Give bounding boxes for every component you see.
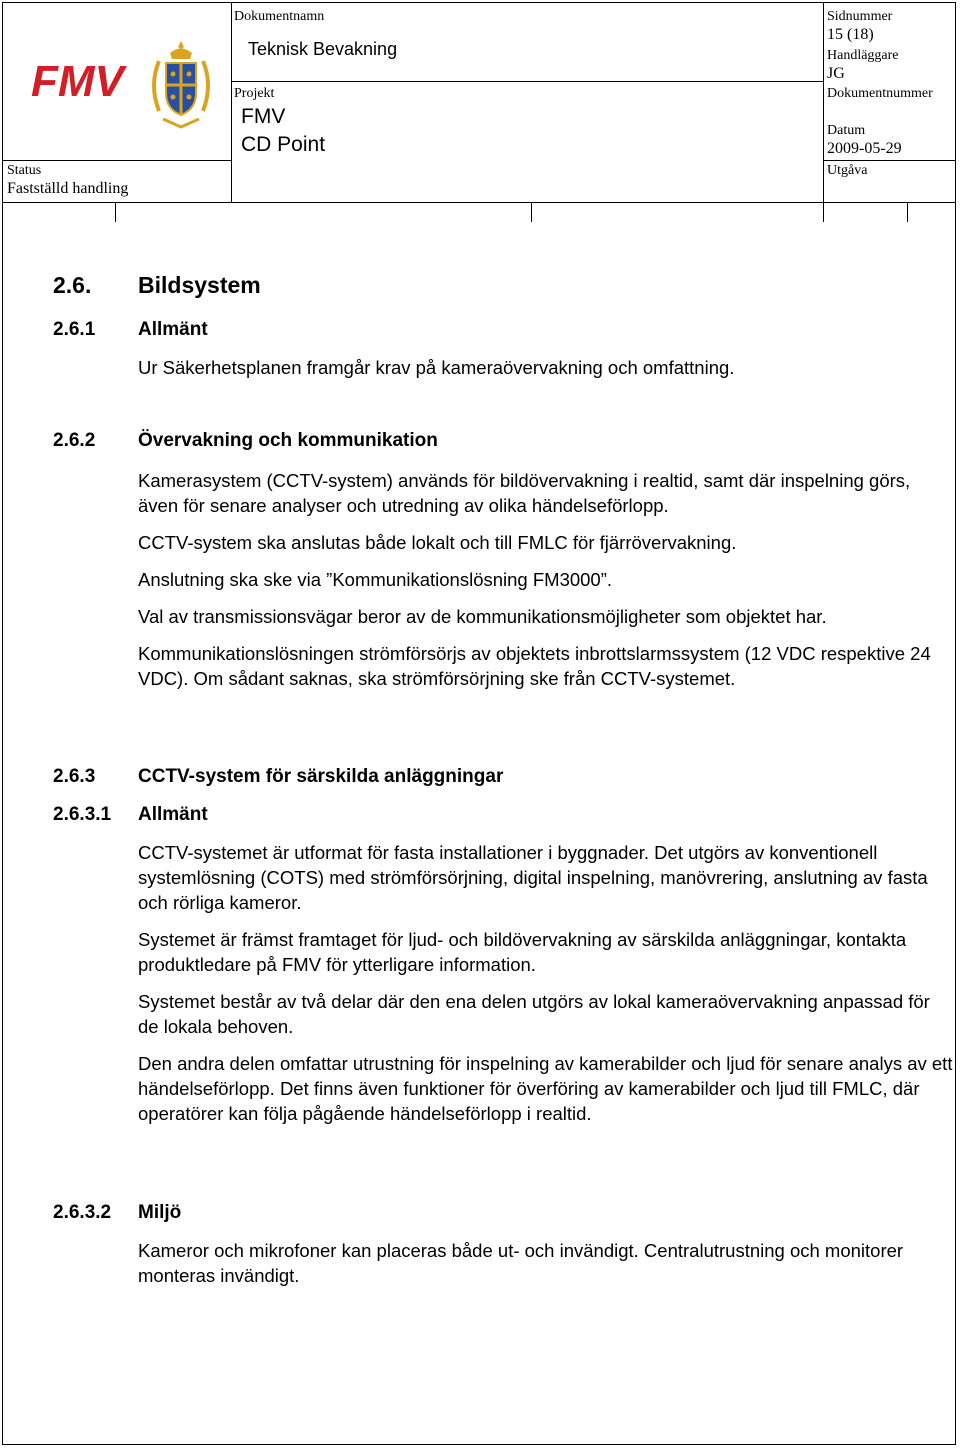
paragraph: Kameror och mikrofoner kan placeras både ut- och invändigt. Centralutrustning och monitorer monteras invändigt.: [138, 1240, 904, 1286]
fmv-logo: [29, 39, 219, 129]
document-name-label: Dokumentnamn: [234, 9, 325, 24]
paragraph: Systemet består av två delar där den ena delen utgörs av lokal kameraövervakning anpassad för de lokala behoven.: [138, 991, 930, 1037]
paragraph: Anslutning ska ske via ”Kommunikationslösning FM3000”.: [138, 569, 613, 590]
page-number: 15 (18): [827, 26, 874, 43]
page-number-label: Sidnummer: [827, 9, 893, 24]
paragraph: Systemet är främst framtaget för ljud- och bildövervakning av särskilda anläggningar, kontakta produktledare på FMV för ytterligare information.: [138, 929, 907, 975]
svg-text:FMV: FMV: [31, 57, 124, 106]
section-title: Bildsystem: [138, 272, 261, 298]
handler-label: Handläggare: [827, 48, 899, 63]
project-line-2: CD Point: [241, 133, 326, 156]
document-header: [3, 3, 957, 203]
subsection-number: 2.6.3: [53, 766, 96, 787]
paragraph: CCTV-system ska anslutas både lokalt och till FMLC för fjärrövervakning.: [138, 532, 737, 553]
paragraph: Val av transmissionsvägar beror av de kommunikationsmöjligheter som objektet har.: [138, 606, 827, 627]
edition-label: Utgåva: [827, 163, 868, 178]
document-page: [2, 2, 956, 1445]
subsection-title: Övervakning och kommunikation: [138, 430, 438, 451]
document-name: Teknisk Bevakning: [248, 39, 398, 59]
subsection-title: Allmänt: [138, 319, 208, 340]
subsection-number: 2.6.3.2: [53, 1202, 112, 1223]
project-label: Projekt: [234, 86, 275, 101]
paragraph: Ur Säkerhetsplanen framgår krav på kameraövervakning och omfattning.: [138, 357, 735, 378]
paragraph: Den andra delen omfattar utrustning för inspelning av kamerabilder och ljud för senare analys av ett händelseförlopp. Det finns även funktioner för överföring av kamerabilder och ljud till FMLC, där operatörer kan följa pågående händelseförlopp i realtid.: [138, 1053, 953, 1124]
subsection-title: CCTV-system för särskilda anläggningar: [138, 766, 504, 787]
subsection-number: 2.6.2: [53, 430, 96, 451]
section-number: 2.6.: [53, 272, 92, 298]
paragraph: CCTV-systemet är utformat för fasta installationer i byggnader. Det utgörs av konventionell systemlösning (COTS) med strömförsörjning, digital inspelning, manövrering, anslutning av fasta och rörliga kameror.: [138, 842, 928, 913]
date-value: 2009-05-29: [827, 140, 902, 157]
paragraph: Kamerasystem (CCTV-system) används för bildövervakning i realtid, samt där inspelning görs, även för senare analyser och utredning av olika händelseförlopp.: [138, 470, 911, 516]
status-value: Fastställd handling: [7, 180, 129, 197]
subsection-number: 2.6.3.1: [53, 804, 112, 825]
document-number-label: Dokumentnummer: [827, 86, 933, 101]
handler-value: JG: [827, 65, 845, 82]
swedish-crest-icon: [154, 41, 208, 127]
subsection-title: Allmänt: [138, 804, 208, 825]
status-label: Status: [7, 163, 42, 178]
subsection-title: Miljö: [138, 1202, 182, 1223]
date-label: Datum: [827, 123, 866, 138]
paragraph: Kommunikationslösningen strömförsörjs av objektets inbrottslarmssystem (12 VDC respektive 24 VDC). Om sådant saknas, ska strömförsörjning ske från CCTV-systemet.: [138, 643, 931, 689]
project-line-1: FMV: [241, 105, 286, 128]
subsection-number: 2.6.1: [53, 319, 96, 340]
